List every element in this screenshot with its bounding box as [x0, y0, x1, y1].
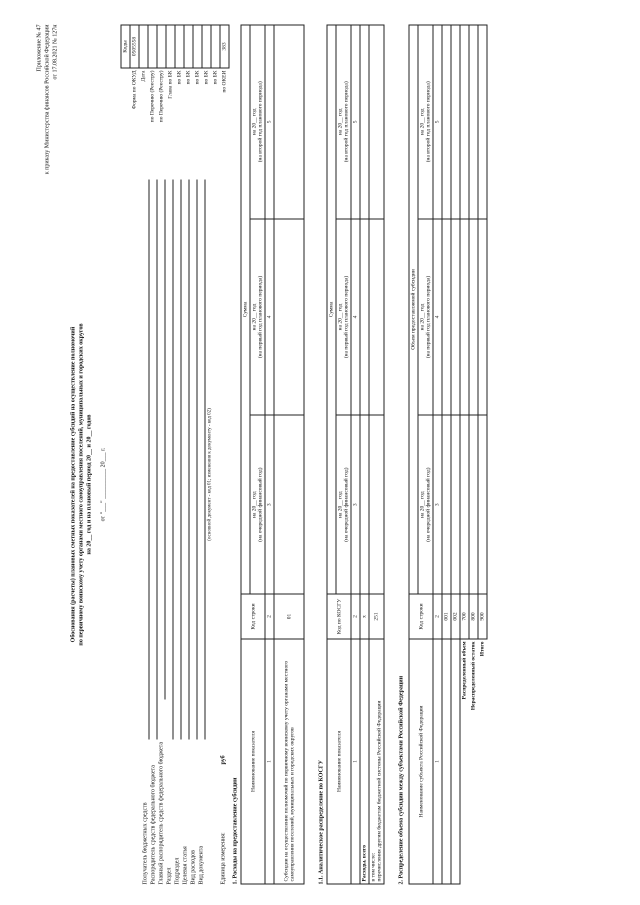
- s2-num-5: 5: [433, 25, 442, 219]
- s2-head-year3: на 20__ год (на второй год планового периода): [418, 25, 433, 219]
- label-doc-type: Вид документа: [198, 845, 205, 885]
- s2-head-name: Наименование субъекта Российской Федерации: [409, 639, 433, 884]
- s2-total-label: Нераспределенный остаток: [469, 639, 478, 884]
- expense-type-line: [197, 180, 198, 740]
- section-line: [173, 180, 174, 740]
- s2-row-code: 002: [451, 594, 460, 639]
- s2-total-code: 700: [460, 594, 469, 639]
- s1-num-4: 4: [265, 219, 274, 416]
- s11-num-5: 5: [351, 25, 360, 219]
- label-section: Раздел: [166, 867, 173, 885]
- s11-head-year3: на 20__ год (на второй год планового периода): [336, 25, 351, 219]
- main-distributor-line: [165, 180, 166, 700]
- s1-head-year2: на 20__ год (на первый год планового периода): [250, 219, 265, 416]
- codes-header: Коды: [121, 25, 130, 68]
- codes-label: по Перечню (Реестру): [158, 70, 165, 123]
- codes-label: по БК: [203, 70, 210, 85]
- s11-total-label: Расходы, всего: [360, 639, 369, 884]
- s2-row-code: 001: [442, 594, 451, 639]
- label-subsection: Подраздел: [174, 857, 181, 885]
- codes-label: по БК: [212, 70, 219, 85]
- s2-num-1: 1: [433, 639, 442, 884]
- label-recipient: Получатель бюджетных средств: [142, 802, 149, 885]
- unit-value: руб: [220, 755, 227, 765]
- label-expense-type: Вид расходов: [190, 850, 197, 885]
- s2-total-label: Итого: [478, 639, 487, 884]
- appendix-number: Приложение № 47: [36, 24, 43, 72]
- section2-title: 2. Распределение объема субсидии между субъектами Российской Федерации: [398, 675, 405, 885]
- s1-head-code: Код строки: [241, 594, 265, 639]
- okei-value: 383: [220, 25, 229, 68]
- section1-table: [241, 25, 305, 885]
- codes-label: Глава по БК: [167, 70, 174, 99]
- s11-num-3: 3: [351, 415, 360, 594]
- s11-transfer-text: перечисления другим бюджетам бюджетной системы Российской Федерации: [376, 700, 383, 882]
- s11-incl: в том числе:: [370, 852, 377, 882]
- s2-num-4: 4: [433, 219, 442, 416]
- s2-total-code: 900: [478, 594, 487, 639]
- target-article-line: [189, 180, 190, 740]
- s2-head-year2: на 20__ год (на первый год планового периода): [418, 219, 433, 416]
- s2-head-code: Код строки: [409, 594, 433, 639]
- label-main-distributor: Главный распорядитель средств федерального бюджета: [158, 742, 165, 885]
- codes-label: по БК: [194, 70, 201, 85]
- s11-transfer-code: 251: [369, 594, 384, 639]
- title-line-3: на 20__ год и на плановый период 20__ и 20__ годов: [86, 414, 93, 555]
- title-line-2: по первичному воинскому учету органами местного самоуправления поселений, муниципальных и городских округов: [78, 323, 85, 646]
- s2-head-volume: Объем предоставляемой субсидии: [409, 25, 418, 594]
- okud-value: 0505558: [130, 25, 139, 68]
- s1-num-1: 1: [265, 639, 274, 884]
- s11-head-code: Код по КОСГУ: [327, 594, 351, 639]
- distributor-line: [157, 180, 158, 740]
- s11-head-name: Наименование показателя: [327, 639, 351, 884]
- s11-num-1: 1: [351, 639, 360, 884]
- s11-head-sum: Сумма: [327, 25, 336, 594]
- s1-head-name: Наименование показателя: [241, 639, 265, 884]
- unit-label: Единица измерения:: [220, 832, 227, 885]
- codes-table: [121, 25, 230, 145]
- codes-label: Дата: [140, 70, 147, 82]
- s2-head-year1: на 20__ год (на очередной финансовый год): [418, 415, 433, 594]
- document-page: [1, 0, 640, 905]
- section11-table: [327, 25, 385, 885]
- rotated-page: [1, 0, 640, 905]
- okei-label: по ОКЕИ: [221, 70, 228, 93]
- s1-head-sum: Сумма: [241, 25, 250, 594]
- s11-num-2: 2: [351, 594, 360, 639]
- s11-head-year2: на 20__ год (на первый год планового периода): [336, 219, 351, 416]
- s2-num-2: 2: [433, 594, 442, 639]
- title-line-1: Обоснования (расчеты) плановых сметных показателей на предоставление субсидий на осуществление полномочий: [70, 326, 77, 643]
- s1-row-code: 01: [274, 594, 304, 639]
- s1-row-name: Субсидии на осуществление полномочий по первичному воинскому учету органами местного самоуправления поселений, муниципальных и городских округов: [274, 639, 304, 884]
- s11-total-dash: х: [360, 594, 369, 639]
- s1-num-3: 3: [265, 415, 274, 594]
- doc-kind-note: (основной документ - код 01; изменения к документу - код 02): [207, 408, 213, 541]
- codes-label: Форма по ОКУД: [131, 70, 138, 110]
- s1-num-2: 2: [265, 594, 274, 639]
- s11-transfer-label: [369, 639, 384, 884]
- subsection-line: [181, 180, 182, 740]
- label-distributor: Распорядитель средств федерального бюджета: [150, 765, 157, 885]
- codes-label: по БК: [185, 70, 192, 85]
- codes-label: по БК: [176, 70, 183, 85]
- doc-type-line: [205, 180, 206, 740]
- section11-title: 1.1. Аналитическое распределение по КОСГУ: [318, 759, 325, 885]
- date-line: от "___" __________ 20___ г.: [100, 447, 107, 522]
- recipient-line: [149, 180, 150, 740]
- s2-num-3: 3: [433, 415, 442, 594]
- codes-label: по Перечню (Реестру): [149, 70, 156, 123]
- section2-table: [409, 25, 488, 885]
- s1-num-5: 5: [265, 25, 274, 219]
- s2-total-label: Распределенный объем: [460, 639, 469, 884]
- s11-head-year1: на 20__ год (на очередной финансовый год): [336, 415, 351, 594]
- s11-num-4: 4: [351, 219, 360, 416]
- s2-total-code: 800: [469, 594, 478, 639]
- label-target-article: Целевая статья: [182, 846, 189, 885]
- order-line-2: от 17.08.2021 № 127н: [52, 24, 59, 80]
- s1-head-year3: на 20__ год (на второй год планового периода): [250, 25, 265, 219]
- s1-head-year1: на 20__ год (на очередной финансовый год): [250, 415, 265, 594]
- order-line-1: к приказу Министерства финансов Российской Федерации: [44, 24, 51, 175]
- section1-title: 1. Расходы на предоставление субсидии: [232, 777, 239, 885]
